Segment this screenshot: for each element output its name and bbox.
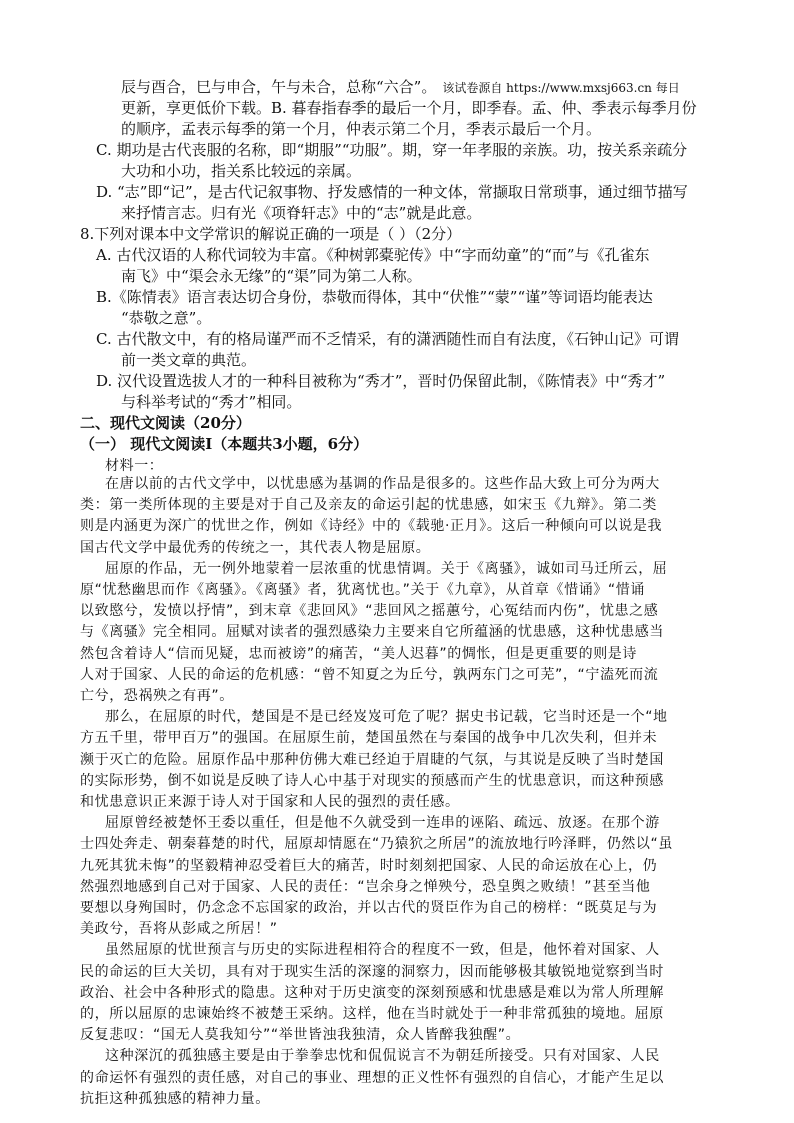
passage-line: 原“忧愁幽思而作《离骚》。《离骚》者，犹离忧也。”关于《九章》，从首章《惜诵》“惜诵: [80, 582, 645, 598]
passage-line: 的命运怀有强烈的责任感，对自己的事业、理想的正义性怀有强烈的自信心，才能产生足以: [80, 1070, 664, 1086]
passage-line: 然包含着诗人“信而见疑，忠而被谤”的痛苦，“美人迟暮”的惆怅，但是更重要的则是诗: [80, 646, 638, 662]
passage-line: 美政兮，吾将从彭咸之所居！”: [80, 921, 278, 937]
passage-line: 人对于国家、人民的命运的危机感：“曾不知夏之为丘兮，孰两东门之可芜”，“宁溘死而流: [80, 667, 659, 683]
q8-option-d-line-2: 与科举考试的“秀才”相同。: [121, 393, 302, 411]
subsection-title: （一） 现代文阅读Ⅰ（本题共3小题，6分）: [80, 435, 369, 453]
passage-line: 的，所以屈原的忠谏始终不被楚王采纳。这样，他在当时就处于一种非常孤独的境地。屈原: [80, 1006, 664, 1022]
q7-option-c-line-2: 大功和小功，指关系比较远的亲属。: [121, 162, 362, 180]
q7-option-d-line-1: D. “志”即“记”，是古代记叙事物、抒发感情的一种文体，常撷取日常琐事，通过细节描写: [96, 183, 688, 201]
q8-stem: 8.下列对课本中文学常识的解说正确的一项是（ ）（2分）: [80, 225, 462, 243]
passage-line: 屈原曾经被楚怀王委以重任，但是他不久就受到一连串的诬陷、疏远、放逐。在那个游: [105, 815, 660, 831]
passage-line: 那么，在屈原的时代，楚国是不是已经岌岌可危了呢？据史书记载，它当时还是一个“地: [105, 709, 668, 725]
passage-line: 濒于灭亡的危险。屈原作品中那种仿佛大难已经迫于眉睫的气氛，与其说是反映了当时楚国: [80, 752, 664, 768]
passage-line: 虽然屈原的忧世预言与历史的实际进程相符合的程度不一致，但是，他怀着对国家、人: [105, 942, 660, 958]
q7-line-1-text: 辰与酉合，巳与申合，午与未合，总称“六合”。: [121, 78, 437, 96]
passage-line: 国古代文学中最优秀的传统之一，其代表人物是屈原。: [80, 540, 431, 556]
q8-option-b-line-2: “恭敬之意”。: [121, 309, 212, 327]
passage-line: 反复悲叹：“国无人莫我知兮”“举世皆浊我独清，众人皆醉我独醒”。: [80, 1027, 521, 1043]
q8-option-d-line-1: D. 汉代设置选拔人才的一种科目被称为“秀才”，晋时仍保留此制，《陈情表》中“秀才”: [96, 372, 666, 390]
passage-line: 方五千里，带甲百万”的强国。在屈原生前，楚国虽然在与秦国的战争中几次失利，但并未: [80, 730, 658, 746]
material-label: 材料一：: [105, 458, 164, 474]
q8-option-a-line-2: 南飞》中“渠会永无缘”的“渠”同为第二人称。: [121, 267, 422, 285]
q8-option-b-line-1: B.《陈情表》语言表达切合身份，恭敬而得体，其中“伏惟”“蒙”“谨”等词语均能表达: [96, 288, 653, 306]
q8-option-c-line-1: C. 古代散文中，有的格局谨严而不乏情采，有的潇洒随性而自有法度，《石钟山记》可谓: [96, 330, 679, 348]
passage-line: 要想以身殉国时，仍念念不忘国家的政治，并以古代的贤臣作为自己的榜样：“既莫足与为: [80, 900, 658, 916]
section-title: 二、现代文阅读（20分）: [80, 414, 251, 432]
passage-line: 这种深沉的孤独感主要是由于拳拳忠忱和侃侃说言不为朝廷所接受。只有对国家、人民: [105, 1048, 660, 1064]
passage-line: 的实际形势，倒不如说是反映了诗人心中基于对现实的预感而产生的忧患意识，而这种预感: [80, 773, 664, 789]
passage-line: 类：第一类所体现的主要是对于自己及亲友的命运引起的忧患感，如宋玉《九辩》。第二类: [80, 497, 657, 513]
passage-line: 抗拒这种孤独感的精神力量。: [80, 1091, 270, 1107]
passage-line: 和忧患意识正来源于诗人对于国家和人民的强烈的责任感。: [80, 794, 460, 810]
watermark-text: 该试卷源自 https://www.mxsj663.cn 每日: [442, 81, 680, 95]
passage-line: 政治、社会中各种形式的隐患。这种对于历史演变的深刻预感和忧患感是难以为常人所理解: [80, 985, 664, 1001]
passage-line: 亡兮，恐祸殃之有再”。: [80, 688, 234, 704]
passage-line: 则是内涵更为深广的忧世之作，例如《诗经》中的《载驰·正月》。这后一种倾向可以说是我: [80, 518, 663, 534]
passage-line: 在唐以前的古代文学中，以忧患感为基调的作品是很多的。这些作品大致上可分为两大: [105, 476, 660, 492]
q8-option-a-line-1: A. 古代汉语的人称代词较为丰富。《种树郭橐驼传》中“字而幼童”的“而”与《孔雀东: [96, 246, 650, 264]
passage-line: 九死其犹未悔”的坚毅精神忍受着巨大的痛苦，时时刻刻把国家、人民的命运放在心上，仍: [80, 858, 658, 874]
passage-line: 屈原的作品，无一例外地蒙着一层浓重的忧患情调。关于《离骚》，诚如司马迁所云，屈: [105, 561, 668, 577]
q7-line-3: 的顺序，孟表示每季的第一个月，仲表示第二个月，季表示最后一个月。: [121, 120, 602, 138]
passage-line: 以致愍兮，发愤以抒情”，到末章《悲回风》“悲回风之摇蕙兮，心冤结而内伤”，忧患之感: [80, 603, 659, 619]
passage-line: 与《离骚》完全相同。屈赋对读者的强烈感染力主要来自它所蕴涵的忧患感，这种忧患感当: [80, 624, 664, 640]
q7-option-d-line-2: 来抒情言志。归有光《项脊轩志》中的“志”就是此意。: [121, 204, 482, 222]
q7-line-2: 更新，享更低价下载。B. 暮春指春季的最后一个月，即季春。孟、仲、季表示每季月份: [121, 99, 697, 117]
passage-line: 民的命运的巨大关切，具有对于现实生活的深邃的洞察力，因而能够极其敏锐地觉察到当时: [80, 964, 664, 980]
passage-line: 士四处奔走、朝秦暮楚的时代，屈原却情愿在“乃猿狖之所居”的流放地行吟泽畔，仍然以“虽: [80, 836, 673, 852]
q7-line-1: [121, 77, 680, 98]
q8-option-c-line-2: 前一类文章的典范。: [121, 351, 257, 369]
passage-line: 然强烈地感到自己对于国家、人民的责任：“岂余身之惮殃兮，恐皇舆之败绩！”甚至当他: [80, 879, 651, 895]
q7-option-c-line-1: C. 期功是古代丧服的名称，即“期服”“功服”。期，穿一年孝服的亲族。功，按关系亲疏分: [96, 141, 688, 159]
